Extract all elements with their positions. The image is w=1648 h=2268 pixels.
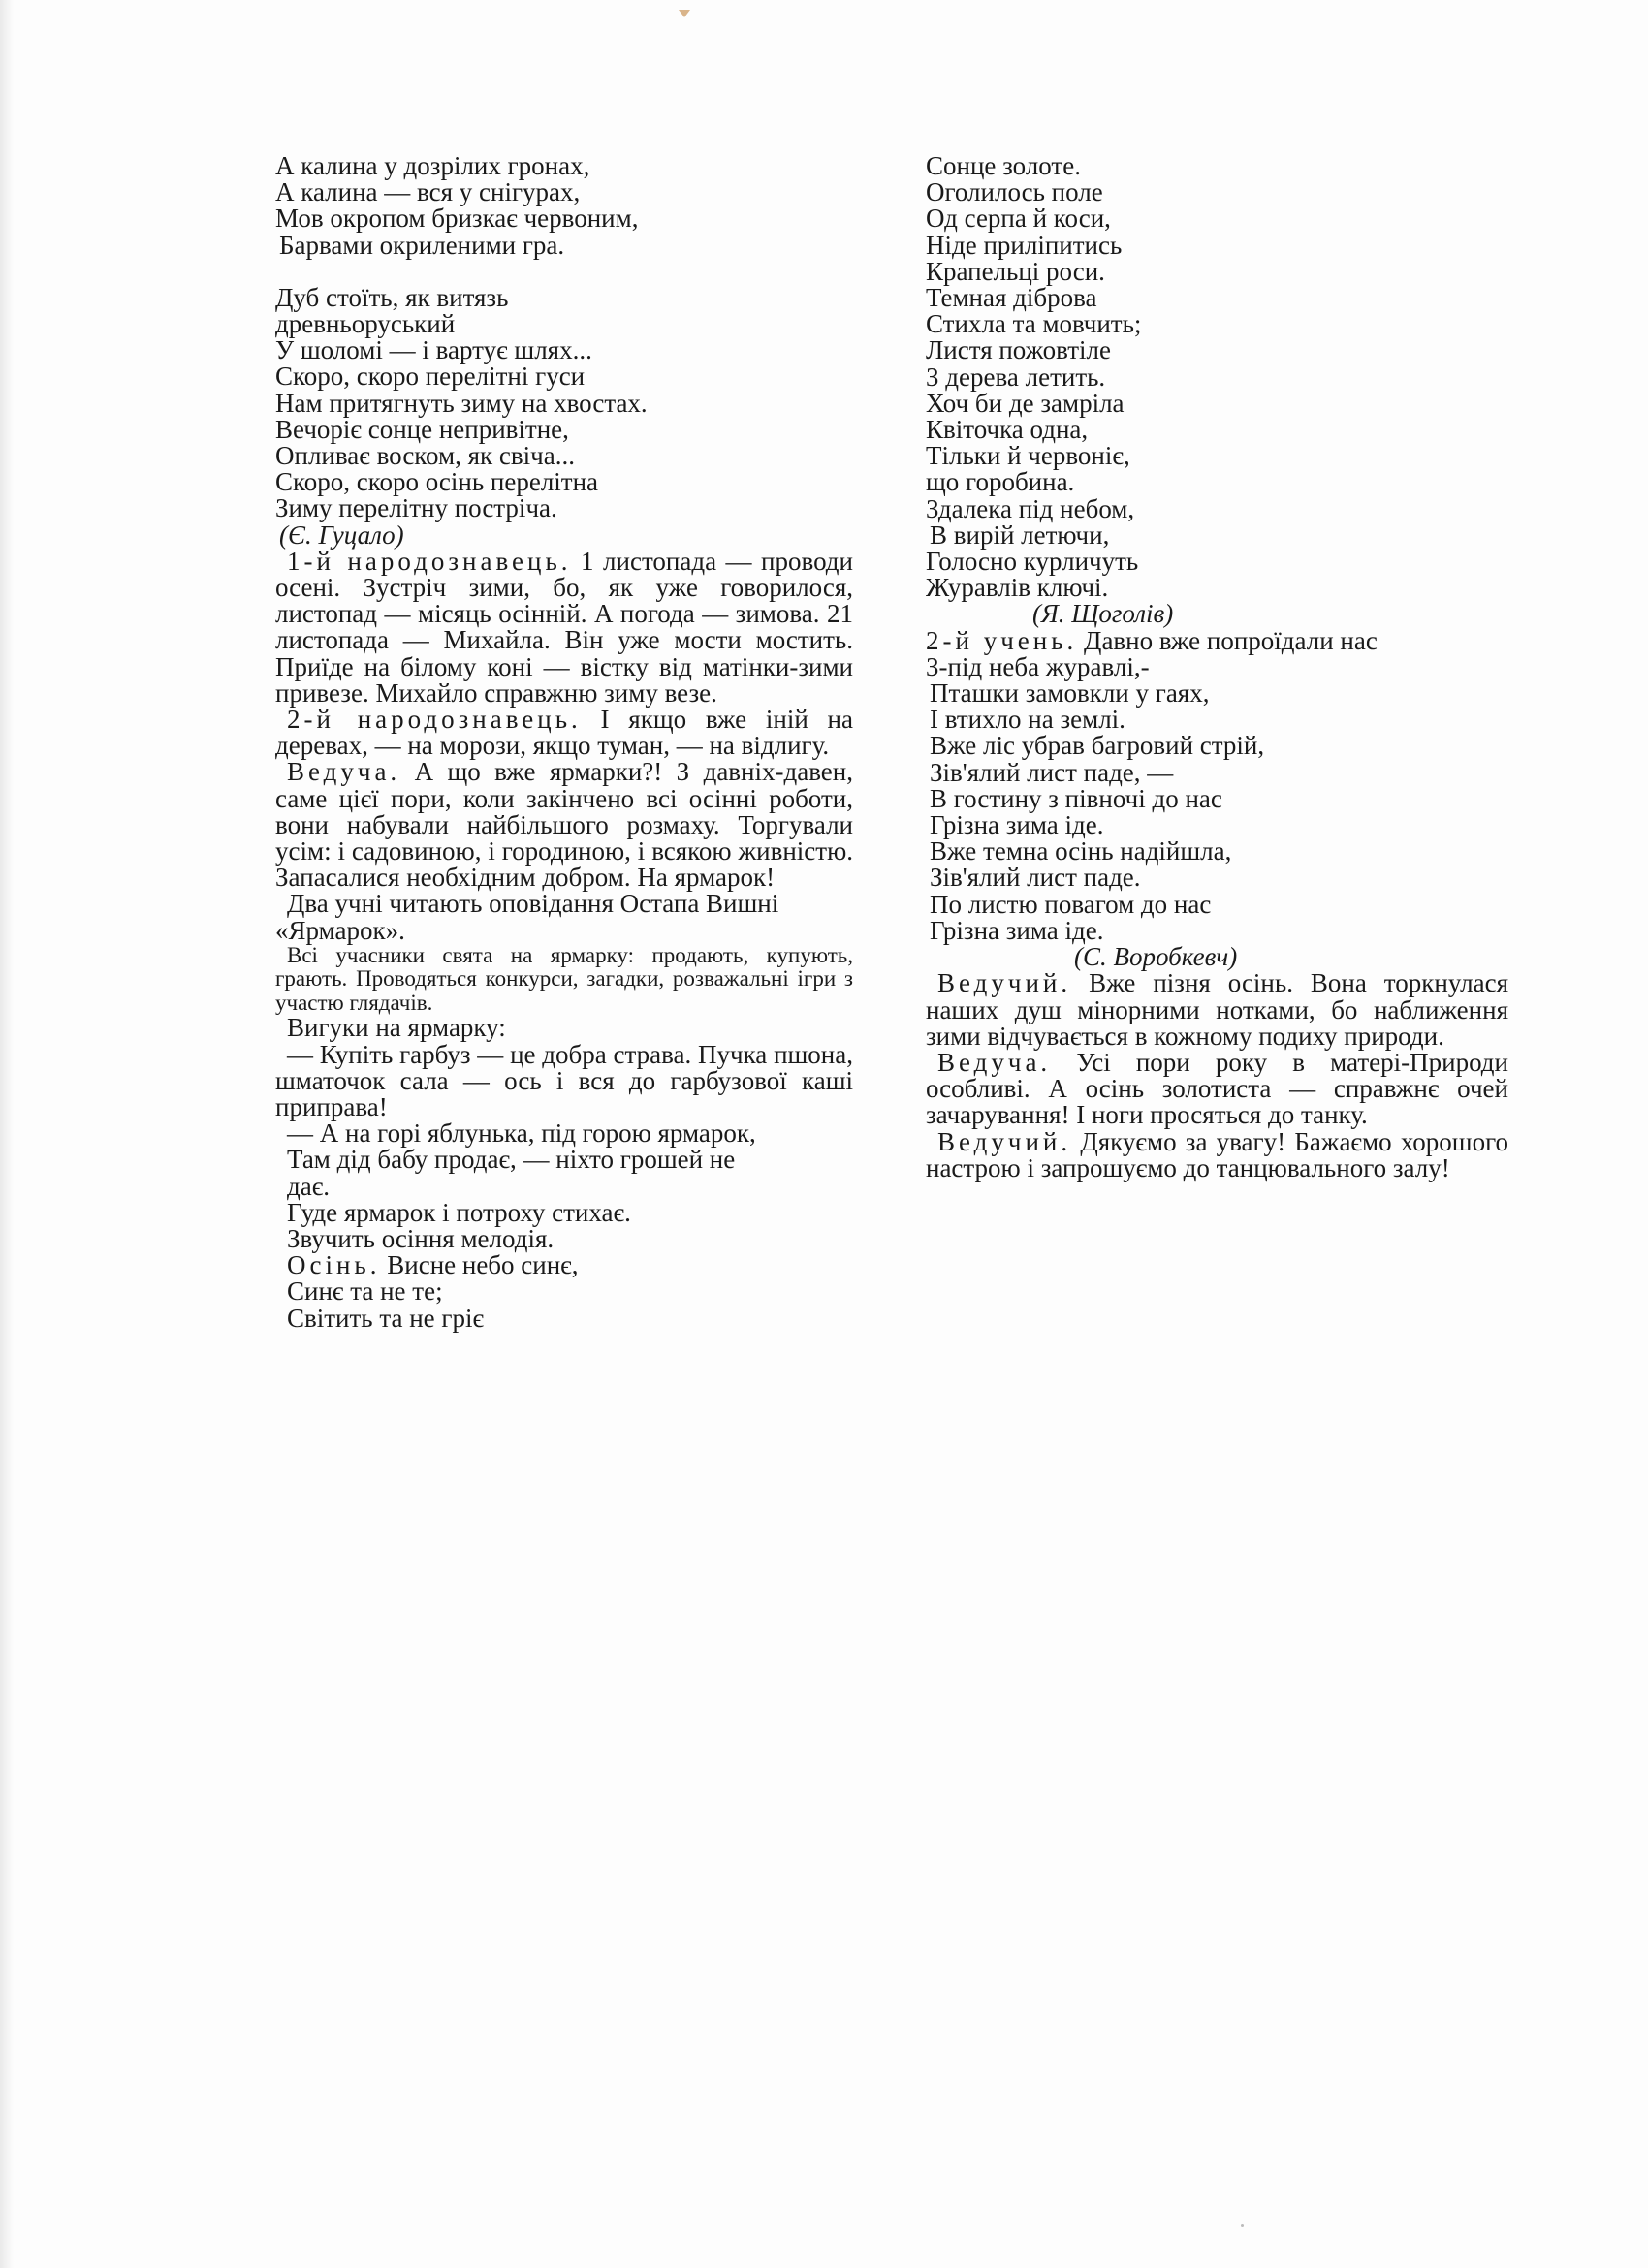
verse-line: Голосно курличуть: [926, 547, 1139, 577]
verse-stanza: [275, 282, 853, 523]
verse-line: Стихла та мовчить;: [926, 309, 1142, 339]
paragraph-text: Дякуємо за увагу! Бажаємо хорошого настрою і запрошуємо до танцювального залу!: [926, 1126, 1508, 1182]
verse-stanza: [275, 153, 853, 259]
verse-line: Мов окропом бризкає червоним,: [275, 204, 639, 234]
dialogue-paragraph: [275, 546, 853, 708]
verse-line: Хоч би де замріла: [926, 388, 1125, 418]
verse-line: Ніде приліпитись: [926, 230, 1123, 260]
verse-line: Журавлів ключі.: [926, 573, 1109, 603]
verse-line: А калина у дозрілих гронах,: [275, 151, 590, 180]
paragraph-text: 1 листопада — проводи осені. Зустріч зими, бо, як уже говорилося, листопад — місяць осінній. А погода — зимова. 21 листопада — Михайла. Він уже мости мостить. Приїде на білому коні — вістку від матінки-зими привезе. Михайло справжню зиму везе.: [275, 546, 853, 708]
verse-line: Вже ліс убрав багровий стрій,: [930, 731, 1265, 761]
verse-stanza: [926, 153, 1508, 601]
stage-direction: Два учні читають оповідання Остапа Вишні «Ярмарок».: [275, 889, 779, 945]
verse-line: Зиму перелітну постріча.: [275, 493, 557, 523]
speaker-label: 2-й учень.: [926, 625, 1078, 655]
verse-line: Зів'ялий лист паде, —: [930, 757, 1174, 787]
verse-line: Здалека під небом,: [926, 493, 1135, 523]
dialogue-paragraph: — Купіть гарбуз — це добра страва. Пучка пшона, шматочок сала — ось і вся до гарбузової каші приправа!: [275, 1039, 853, 1121]
speaker-label: Осінь.: [287, 1250, 381, 1280]
verse-line: Листя пожовтіле: [926, 335, 1111, 365]
verse-line: Пташки замовкли у гаях,: [930, 678, 1210, 709]
speaker-label: 2-й народознавець.: [287, 705, 582, 735]
author-credit: (С. Воробкевч): [1074, 942, 1238, 972]
verse-line: Сонце золоте.: [926, 151, 1081, 180]
verse-line: З-під неба журавлі,-: [926, 651, 1150, 681]
author-credit: (Є. Гуцало): [279, 520, 404, 550]
speaker-label: Ведучий.: [937, 968, 1072, 998]
verse-line: Там дід бабу продає, — ніхто грошей не: [287, 1145, 736, 1175]
verse-line: В вирій летючи,: [930, 520, 1110, 550]
verse-line: Крапельці роси.: [926, 256, 1105, 286]
verse-line: Грізна зима іде.: [930, 810, 1104, 840]
speaker-label: 1-й народознавець.: [287, 546, 572, 576]
dialogue-paragraph: [926, 1047, 1508, 1130]
verse-line: Грізна зима іде.: [930, 915, 1104, 945]
verse-line: По листю повагом до нас: [930, 889, 1212, 919]
scan-edge-shadow: [0, 0, 14, 2268]
scan-speck: [1241, 2224, 1244, 2227]
paragraph-text: Усі пори року в матері-Природи особливі. А осінь золотиста — справжнє очей зачарування! І ноги просяться до танку.: [926, 1047, 1508, 1130]
right-column: [926, 153, 1508, 1181]
verse-line: що горобина.: [926, 467, 1075, 497]
verse-text: Висне небо синє,: [380, 1250, 579, 1280]
verse-line: Синє та не те;: [287, 1276, 443, 1307]
verse-line: З дерева летить.: [926, 362, 1106, 392]
verse-line: І втихло на землі.: [930, 705, 1125, 735]
verse-line: Вечоріє сонце непривітне,: [275, 414, 569, 444]
verse-line: Оголилось поле: [926, 177, 1103, 207]
verse-line: Дуб стоїть, як витязь: [275, 282, 509, 312]
verse-line: Тільки й червоніє,: [926, 441, 1130, 471]
verse-line: дає.: [287, 1171, 331, 1201]
scan-mark: [679, 10, 690, 17]
verse-line: — А на горі яблунька, під горою ярмарок,: [287, 1118, 756, 1149]
left-column: [275, 153, 853, 1332]
verse-line: Од серпа й коси,: [926, 204, 1111, 234]
verse-line: Світить та не гріє: [287, 1303, 485, 1333]
speaker-label: Ведуча.: [287, 757, 401, 787]
author-credit: (Я. Щоголів): [1032, 599, 1174, 629]
verse-line: Вже темна осінь надійшла,: [930, 836, 1232, 866]
dialogue-paragraph: [275, 759, 853, 891]
verse-line: [275, 1252, 853, 1278]
paragraph-text: Вже пізня осінь. Вона торкнулася наших душ мінорними нотками, бо наближення зими відчувається в кожному подиху природи.: [926, 968, 1508, 1051]
verse-line: древньоруський: [275, 309, 456, 339]
verse-text: Давно вже попроїдали нас: [1077, 625, 1378, 655]
verse-line: Темная діброва: [926, 283, 1097, 313]
stage-direction: Вигуки на ярмарку:: [287, 1013, 506, 1043]
verse-line: Скоро, скоро перелітні гуси: [275, 362, 586, 392]
verse-stanza: [275, 1120, 853, 1332]
stanza-gap: [275, 259, 853, 285]
verse-line: А калина — вся у снігурах,: [275, 177, 581, 207]
verse-line: У шоломі — і вартує шлях...: [275, 335, 592, 365]
dialogue-paragraph: [275, 707, 853, 759]
verse-stanza: [926, 625, 1508, 945]
verse-line: В гостину з півночі до нас: [930, 783, 1222, 813]
verse-line: Скоро, скоро осінь перелітна: [275, 467, 599, 497]
dialogue-paragraph: [926, 970, 1508, 1050]
verse-line: Квіточка одна,: [926, 415, 1089, 445]
verse-line: [926, 625, 1508, 655]
verse-line: Гуде ярмарок і потроху стихає.: [287, 1197, 631, 1227]
verse-line: Опливає воском, як свіча...: [275, 441, 575, 471]
verse-line: Звучить осіння мелодія.: [287, 1224, 555, 1254]
speaker-label: Ведуча.: [937, 1047, 1052, 1077]
paragraph-text: І якщо вже іній на деревах, — на морози, якщо туман, — на відлигу.: [275, 705, 853, 761]
dialogue-paragraph: [926, 1126, 1508, 1182]
paragraph-text: А що вже ярмарки?! З давніх-давен, саме цієї пори, коли закінчено всі осінні роботи, вони набували найбільшого розмаху. Торгували усім: і садовиною, і городиною, і всякою живністю. Запасалися необхідним добром. На ярмарок!: [275, 757, 853, 893]
verse-line: Нам притягнуть зиму на хвостах.: [275, 388, 648, 418]
stage-direction: Всі учасники свята на ярмарку: продають, купують, грають. Проводяться конкурси, загадки, розважальні ігри з участю глядачів.: [275, 942, 853, 1015]
verse-line: Зів'ялий лист паде.: [930, 863, 1141, 893]
verse-line: Барвами окриленими гра.: [279, 230, 565, 260]
speaker-label: Ведучий.: [937, 1126, 1072, 1156]
